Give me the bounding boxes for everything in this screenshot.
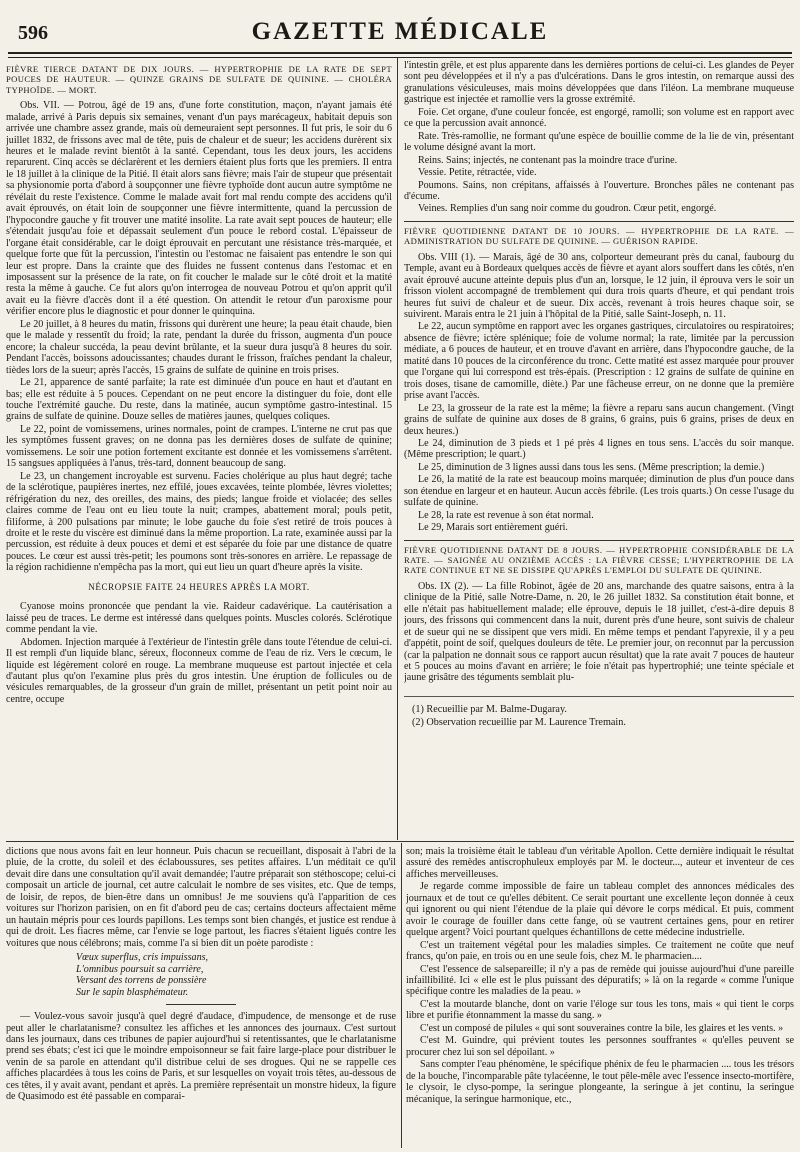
paragraph: Le 22, aucun symptôme en rapport avec les organes gastriques, circulatoires ou respiratoires; absence de fièvre; ictère splénique; foie de volume normal; la rate, limitée par la percussion médiate, a 6 pouces de hauteur, et en trouve d'avant en arrière, dans l'hypocondre gauche, de la matité dans 10 pouces de la circonférence du tronc. Cette matité est assez marquée pour prouver que l'organe qui lui correspond est très-épais. (Prescription : 12 grains de sulfate de quinine en trois doses, tisane de camomille, diète.) Par une fâcheuse erreur, on ne donne que la première prise avant l'accès.	[404, 321, 794, 402]
paragraph: l'intestin grêle, et est plus apparente dans les dernières portions de celui-ci. Les glandes de Peyer sont peu développées et il n'y a pas d'ulcérations. Dans le gros intestin, on remarque aussi des granulations vésiculeuses, mais moins développées que dans l'iléon. La membrane muqueuse gastrique est injectée et ramollie vers la grosse extrémité.	[404, 60, 794, 106]
paragraph: C'est un traitement végétal pour les maladies simples. Ce traitement ne coûte que neuf francs, qu'on paie, en trois ou en une seule fois, chez M. le pharmacien....	[406, 939, 794, 963]
paragraph: Rate. Très-ramollie, ne formant qu'une espèce de bouillie comme de la lie de vin, présentant le volume désigné avant la mort.	[404, 130, 794, 154]
left-column	[6, 60, 392, 840]
paragraph: Le 23, la grosseur de la rate est la même; la fièvre a reparu sans aucun changement. (Vingt grains de sulfate de quinine aux doses de 8 grains, 6 grains, puis 6 grains, prises de deux en deux heures.)	[404, 402, 794, 437]
paragraph: Cyanose moins prononcée que pendant la vie. Raideur cadavérique. La cautérisation a laissé peu de traces. Le derme est intéressé dans quelques points. Muscles colorés. Sclérotique comme pendant la vie.	[6, 601, 392, 636]
verse-line: Sur le sapin blasphémateur.	[76, 986, 189, 998]
feuilleton-rule	[6, 841, 794, 842]
paragraph: C'est la moutarde blanche, dont on varie l'éloge sur tous les tons, mais « qui tient le corps libre et purifie étonnamment la masse du sang. »	[406, 998, 794, 1022]
paragraph: Le 26, la matité de la rate est beaucoup moins marquée; diminution de plus d'un pouce dans son étendue en largeur et en hauteur. Aucun accès fébrile. (Les trois quarts.) On cesse l'usage du sulfate de quinine.	[404, 474, 794, 509]
paragraph: Obs. IX (2). — La fille Robinot, âgée de 20 ans, marchande des quatre saisons, entra à la clinique de la Pitié, salle Notre-Dame, n. 20, le 26 juillet 1832. Sa constitution était bonne, et elle n'était pas habituellement malade; elle éprouve, depuis le 18 juillet, c'est-à-dire depuis 8 jours, des frissons qui commencent dans la nuit, durent près d'une heure, sont suivis de chaleur et de sueur qui ne se dissipent que vers midi. En même temps et pendant l'apyrexie, il y a peu d'appétit, point de soif, quelques douleurs de tête. Le premier jour, on reconnut par la percussion (car la palpation ne donnait sous ce rapport aucun résultat) que la rate avait 7 pouces de hauteur et 5 pouces au moins d'avant en arrière; le foie n'était pas hypertrophié; une teinte spéciale et jaune grisâtre des téguments semblait plu-	[404, 580, 794, 684]
section-rule	[404, 221, 794, 222]
paragraph: son; mais la troisième était le tableau d'un véritable Apollon. Cette dernière indiquait le résultat assuré des remèdes antiscrophuleux employés par M. le docteur..., auteur et inventeur de ces affiches merveilleuses.	[406, 846, 794, 880]
paragraph: Veines. Remplies d'un sang noir comme du goudron. Cœur petit, engorgé.	[418, 203, 717, 215]
paragraph: Poumons. Sains, non crépitans, affaissés à l'ouverture. Bronches pâles ne contenant pas d'écume.	[404, 179, 794, 202]
verse-line: Versant des torrens de ponssière	[76, 975, 207, 987]
verse-line: L'omnibus poursuit sa carrière,	[76, 963, 204, 975]
paragraph: — Voulez-vous savoir jusqu'à quel degré d'audace, d'impudence, de mensonge et de ruse peut aller le charlatanisme? consultez les affiches et les annonces des journaux. C'est surtout dans les journaux, dans ces tribunes de papier aujourd'hui si retentissantes, que le charlatanisme prend ses ébats; c'est ici que le moindre empoisonneur se fait faire large-place pour distribuer le venin de sa parole en attendant qu'il distribue celui de ses drogues. Qui ne se rappelle ces affiches placardées à tous les coins de Paris, et sur lesquelles on voyait trois têtes, au-dessous de ces têtes, il y avait avant, pendant et après. La première représentait un monstre hideux, la figure de Quasimodo est été passable en comparai-	[6, 1011, 396, 1103]
paragraph: Je regarde comme impossible de faire un tableau complet des annonces médicales des journaux et de tout ce qu'elles débitent. Ce serait pourtant une excellente leçon donnée à ceux qui ignorent ou qui nient l'étendue de la plaie qui dévore le corps médical. Et puis, comment avoir le courage de fouiller dans cette fange, où se vautrent certaines gens, pour en retirer quelque argent? Voici pourtant quelques échantillons de cette médecine industrielle.	[406, 881, 794, 939]
footnote: (1) Recueillie par M. Balme-Dugaray.	[412, 703, 567, 715]
paragraph: Sans compter l'eau phénomène, le spécifique phénix de feu le pharmacien .... tous les trésors de la bouche, l'incomparable pâte tylacéenne, le tout pêle-mêle avec l'essence insecto-mortifère, le clysoir, le clyso-pompe, la seringue plongeante, la seringue à jet continu, la seringue mécanique, la seringue harmonique, etc.,	[406, 1059, 794, 1105]
observation-7-title: FIÈVRE TIERCE DATANT DE DIX JOURS. — HYPERTROPHIE DE LA RATE DE SEPT POUCES DE HAUTEUR. — QUINZE GRAINS DE SULFATE DE QUININE. — CHOLÉRA TYPHOÏDE. — MORT.	[6, 64, 392, 95]
paragraph: Vessie. Petite, rétractée, vide.	[418, 167, 537, 179]
paragraph: Le 23, un changement incroyable est survenu. Facies cholérique au plus haut degré; tache de la sclérotique, paupières inertes, nez effilé, joues excavées, teinte plombée, lèvres violettes; réfrigération du nez, des oreilles, des mains, des pieds; langue froide et violacée; des selles claires comme de l'eau ont eu lieu toute la nuit; crampes, abattement moral; pouls petit, filiforme, à 200 pulsations par minute; le lobe gauche du foie s'est retiré de trois pouces à droite et le reste du viscère est diminué dans la même proportion. La rate, examinée aussi par la percussion, est réduite à deux pouces et demi et est séparée du foie par une distance de quatre pouces. Le cœur est aussi très-petit; les poumons sont très-sonores en arrière. Le repassage de la région rachidienne n'empêcha pas la mort, qui eut lieu un quart d'heure après la visite.	[6, 470, 392, 574]
paragraph: Le 20 juillet, à 8 heures du matin, frissons qui durèrent une heure; la peau était chaude, bien que le malade y ressentît du froid; la rate, pendant la durée du frisson, augmenta d'un pouce encore; la chaleur succéda, la peau devint brûlante, et la sueur dura jusqu'à 8 heures du soir. Pendant l'accès, boissons adoucissantes; chaudes durant le frisson, fraîches pendant la chaleur, tièdes lors de la sueur; après l'accès, 15 grains de sulfate de quinine en trois prises.	[6, 318, 392, 376]
paragraph: C'est M. Guindre, qui prévient toutes les personnes souffrantes « qu'elles peuvent se procurer chez lui son sel dépoilant. »	[406, 1035, 794, 1058]
paragraph: Le 24, diminution de 3 pieds et 1 pé près 4 lignes en tous sens. L'accès du soir manque. (Même prescription; le quart.)	[404, 437, 794, 461]
paragraph: Abdomen. Injection marquée à l'extérieur de l'intestin grêle dans toute l'étendue de celui-ci. Il est rempli d'un liquide blanc, séreux, floconneux comme de l'eau de riz. Vers le cœcum, le liquide est légèrement coloré en rouge. La membrane muqueuse est partout injectée et cela d'autant plus qu'on l'examine plus près du gros intestin. Une éruption de follicules ou de vésicules remarquables, de la grosseur d'un grain de millet, présentant un petit point noir au centre, occupe	[6, 636, 392, 705]
footnotes	[404, 696, 794, 729]
paragraph: C'est un composé de pilules « qui sont souveraines contre la bile, les glaires et les vents. »	[420, 1022, 784, 1034]
header-rule	[8, 52, 792, 58]
page-header	[0, 0, 800, 56]
paragraph: Obs. VII. — Potrou, âgé de 19 ans, d'une forte constitution, maçon, n'ayant jamais été malade, arrivé à Paris depuis six semaines, venant d'un pays marécageux, habitait depuis son arrivée une chambre assez grande, mais où demeuraient sept personnes. Il fut pris, le soir du 6 juillet 1832, de frissons avec mal de tête, puis de chaleur et de sueur; les accidens durèrent six heures et le malade revint bientôt à la santé. Cependant, tous les deux jours, les accidens reparurent. Cinq accès se déclarèrent et les derniers étaient plus forts que les premiers. Il entra le 18 juillet à la clinique de la Pitié. Il était alors sans fièvre; mais l'air de stupeur que présentait sa physionomie porta d'abord à soupçonner une fièvre typhoïde dont aucun autre symptôme ne révélait du reste l'existence. Comme le malade avait fort mal rendu compte des accidens qu'il avait éprouvés, on était loin de soupçonner une fièvre intermittente, quand la percussion de l'hypocondre gauche y fit trouver une matité insolite. La rate avait sept pouces de hauteur; elle s'étendait jusqu'au foie et dépassait seulement d'un pouce le rebord costal. L'épaisseur de l'organe était considérable, car le doigt éprouvait en percutant une résistance très-marquée, et quelque forte que fût la percussion, l'intestin ou l'estomac ne faisaient pas entendre le son qui leur est propre. Dans la crainte que des fluides ne fussent contenus dans l'estomac et en imposassent sur la présence de la rate, on fit coucher le malade sur le côté droit et la matité resta la même à gauche. Ce fut alors qu'on interrogea de nouveau Potrou et qu'on apprit qu'il avait eu la fièvre d'accès dont il a été question. On attendit le retour d'un paroxisme pour vérifier encore plus le diagnostic et pour donner le quinquina.	[6, 100, 392, 318]
column-divider	[397, 58, 398, 840]
right-column	[404, 60, 794, 840]
observation-8-title: FIÈVRE QUOTIDIENNE DATANT DE 10 JOURS. — HYPERTROPHIE DE LA RATE. — ADMINISTRATION DU SULFATE DE QUININE. — GUÉRISON RAPIDE.	[404, 225, 794, 247]
poem-verse	[6, 952, 396, 998]
verse-line: Vœux superflus, cris impuissans,	[76, 952, 209, 964]
observation-9-title: FIÈVRE QUOTIDIENNE DATANT DE 8 JOURS. — HYPERTROPHIE CONSIDÉRABLE DE LA RATE. — SAIGNÉE AU ONZIÈME ACCÈS : LA FIÈVRE CESSE; L'HYPERTROPHIE DE LA RATE CONTINUE ET NE SE DISSIPE QU'APRÈS L'EMPLOI DU SULFATE DE QUININE.	[404, 544, 794, 576]
footnote: (2) Observation recueillie par M. Laurence Tremain.	[412, 716, 626, 728]
necropsy-title: NÉCROPSIE FAITE 24 HEURES APRÈS LA MORT.	[88, 581, 310, 592]
paragraph: Le 28, la rate est revenue à son état normal.	[418, 509, 594, 521]
journal-title: GAZETTE MÉDICALE	[251, 18, 549, 45]
paragraph: Reins. Sains; injectés, ne contenant pas la moindre trace d'urine.	[418, 154, 678, 166]
section-rule	[404, 540, 794, 541]
paragraph: Le 25, diminution de 3 lignes aussi dans tous les sens. (Même prescription; la demie.)	[418, 461, 765, 473]
paragraph: Le 22, point de vomissemens, urines normales, point de crampes. L'interne ne crut pas que les symptômes fussent graves; on ne donna pas les dernières doses de sulfate de quinine; vomissemens. Le soir une potion fortement excitante est donnée et les vomissemens s'arrêtent. 15 sangsues appliquées à l'anus, très-tard, donnent beaucoup de sang.	[6, 423, 392, 470]
paragraph: Foie. Cet organe, d'une couleur foncée, est engorgé, ramolli; son volume est en rapport avec ce que la percussion avait annoncé.	[404, 106, 794, 130]
short-divider	[166, 1004, 236, 1005]
column-divider	[401, 843, 402, 1148]
feuilleton-right-column	[406, 846, 794, 1146]
page-number: 596	[18, 22, 48, 44]
paragraph: Obs. VIII (1). — Marais, âgé de 30 ans, colporteur demeurant près du canal, faubourg du Temple, avant eu à Bordeaux quelques accès de fièvre et ayant alors souffert dans les côtés, n'en avait éprouvé aucune atteinte depuis plus d'un an, lorsque, le 12 juin, il éprouva vers le soir un frisson violent accompagné de tremblement qui dura trois quarts d'heure, et qui pendant trois heures fut suivi de chaleur et de sueur. Dix accès, revenant à trois heures chaque soir, se suivirent. Marais entra le 21 juin à l'hôpital de la Pitié, salle Saint-Joseph, n. 11.	[404, 251, 794, 320]
feuilleton-left-column	[6, 846, 396, 1146]
paragraph: Le 21, apparence de santé parfaite; la rate est diminuée d'un pouce en haut et d'autant en bas; elle est réduite à 5 pouces. Cependant on ne peut encore la distinguer du foie, dont elle touche l'extrémité gauche. Du reste, dans la matinée, aucun symptôme gastro-intestinal. 15 grains de sulfate de quinine. Douze selles de matières jaunes, quelques coliques.	[6, 377, 392, 423]
paragraph: C'est l'essence de salsepareille; il n'y a pas de remède qui jouisse aujourd'hui d'une pareille infaillibilité. Ici « elle est le plus puissant des dépuratifs; » là on la regarde « comme l'unique spécifique contre les maladies de la peau. »	[406, 963, 794, 998]
paragraph: Le 29, Marais sort entièrement guéri.	[418, 522, 568, 534]
paragraph: dictions que nous avons fait en leur honneur. Puis chacun se recueillant, disposait à l'abri de la pluie, de la crotte, du soleil et des éclaboussures, ses petites affaires. L'un méditait ce qu'il devait dire dans une consultation qu'il avait demandée; l'autre préparait son stéthoscope; celui-ci composait un article de journal, cet autre calculait le nombre de ses visites, etc. Que de temps, de loisir, de repos, de bien-être dans un omnibus! Je me souviens qu'à l'apparition de ces voitures sur l'horizon parisien, on en fit d'abord peu de cas; certains docteurs affectaient même un hautain mépris pour ces lourds papillons. Les temps sont bien changés, et justice est rendue à qui de droit. Les fiacres même, car l'envie se loge partout, les fiacres s'étaient ligués contre les voitures que nous célébrons; mais, comme l'a si bien dit un poète parodiste :	[6, 846, 396, 949]
